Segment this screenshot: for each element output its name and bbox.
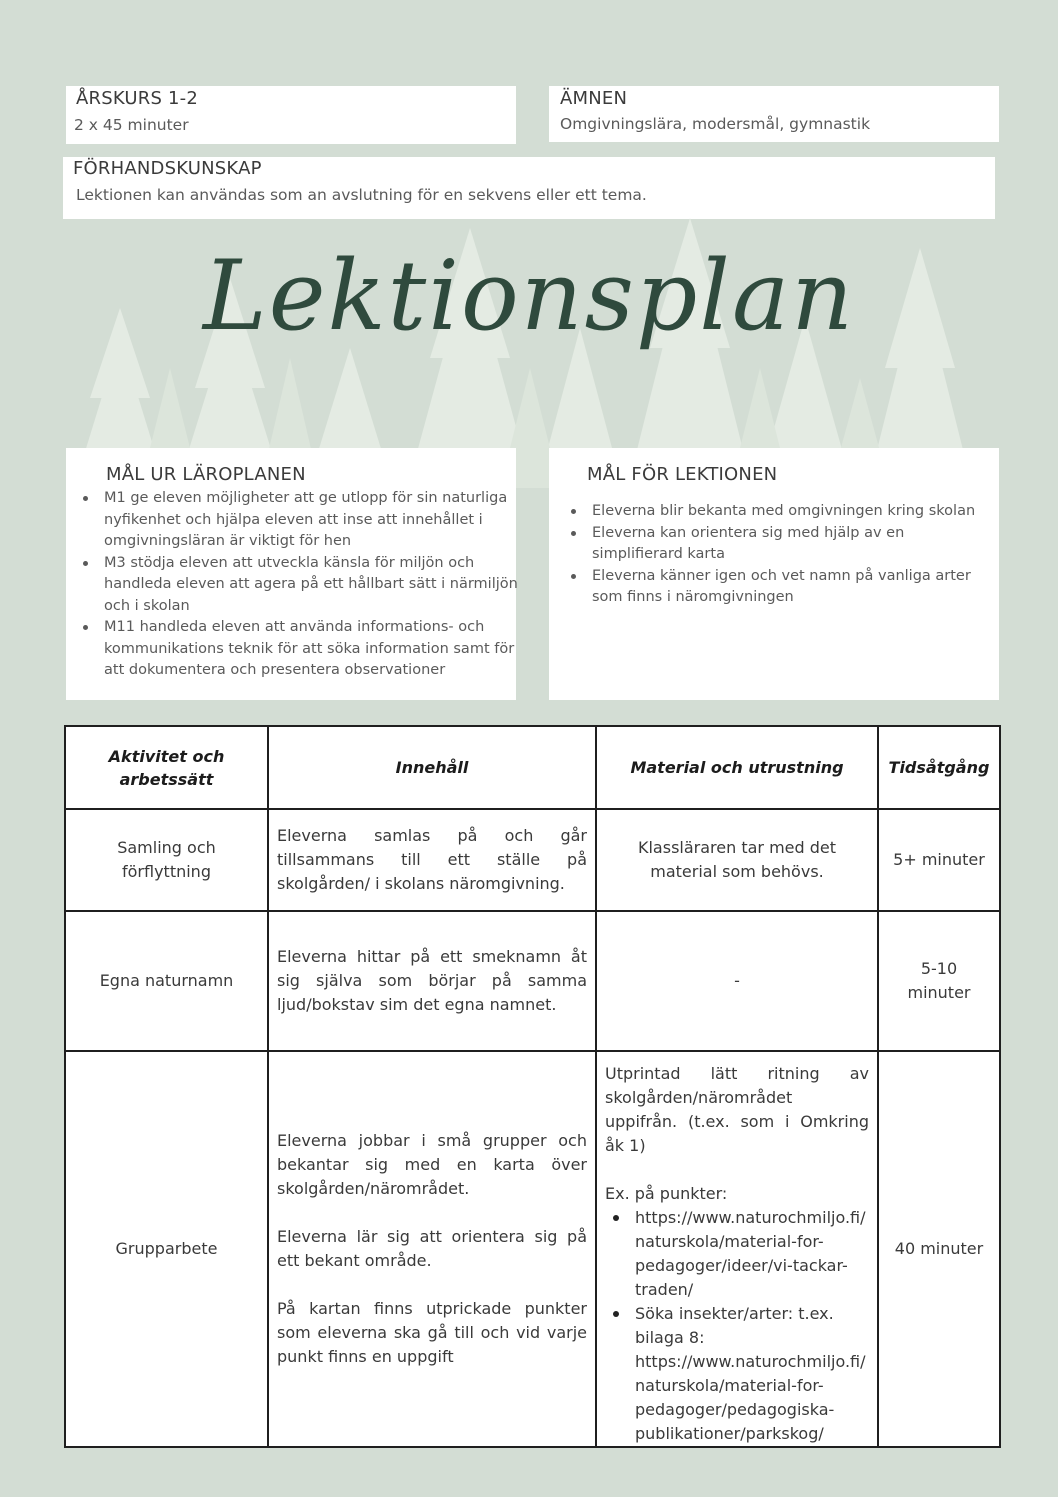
content-paragraph: Eleverna jobbar i små grupper och bekantar sig med en karta över skolgården/närområdet. (277, 1131, 587, 1198)
curriculum-goals-title: MÅL UR LÄROPLANEN (106, 464, 306, 485)
content-paragraph: På kartan finns utprickade punkter som eleverna ska gå till och vid varje punkt finns en uppgift (277, 1299, 587, 1366)
subject-box (549, 86, 999, 142)
table-row (65, 1051, 1000, 1447)
column-header-material: Material och utrustning (596, 726, 878, 809)
material-cell (596, 1051, 878, 1447)
list-item: Eleverna blir bekanta med omgivningen kring skolan (592, 501, 992, 523)
prior-knowledge-box (63, 157, 995, 219)
curriculum-goals-list (66, 488, 519, 682)
content-cell: Eleverna hittar på ett smeknamn åt sig själva som börjar på samma ljud/bokstav sim det egna namnet. (268, 911, 596, 1051)
grade-box (66, 86, 516, 144)
activity-cell: Grupparbete (65, 1051, 268, 1447)
time-cell: 5-10 minuter (878, 911, 1000, 1051)
content-paragraph: Eleverna lär sig att orientera sig på ett bekant område. (277, 1227, 587, 1270)
table-row (65, 809, 1000, 911)
content-cell: Eleverna samlas på och går tillsammans till ett ställe på skolgården/ i skolans näromgivning. (268, 809, 596, 911)
subject-title: ÄMNEN (560, 88, 628, 109)
list-item: M3 stödja eleven att utveckla känsla för miljön och handleda eleven att agera på ett hållbart sätt i närmiljön och i skolan (104, 553, 519, 618)
column-header-time: Tidsåtgång (878, 726, 1000, 809)
list-item: M1 ge eleven möjligheter att ge utlopp för sin naturliga nyfikenhet och hjälpa eleven att inse att innehållet i omgivningsläran är viktigt för hen (104, 488, 519, 553)
list-item: Söka insekter/arter: t.ex. bilaga 8: https://www.naturochmiljo.fi/ naturskola/material-for- pedagoger/pedagogiska- publikationer/parkskog/ (635, 1302, 869, 1446)
prior-knowledge-title: FÖRHANDSKUNSKAP (73, 158, 262, 179)
time-cell: 40 minuter (878, 1051, 1000, 1447)
column-header-content: Innehåll (268, 726, 596, 809)
material-paragraph: Ex. på punkter: (605, 1184, 728, 1203)
lesson-goals-list (554, 501, 992, 609)
list-item: https://www.naturochmiljo.fi/ naturskola/material-for- pedagoger/ideer/vi-tackar- traden/ (635, 1206, 869, 1302)
table-header-row (65, 726, 1000, 809)
list-item: Eleverna känner igen och vet namn på vanliga arter som finns i näromgivningen (592, 566, 992, 609)
table-row (65, 911, 1000, 1051)
page-title: Lektionsplan (202, 240, 856, 352)
lesson-goals-title: MÅL FÖR LEKTIONEN (587, 464, 778, 485)
example-points-list (605, 1206, 869, 1446)
activity-cell: Egna naturnamn (65, 911, 268, 1051)
activity-cell: Samling och förflyttning (65, 809, 268, 911)
list-item: M11 handleda eleven att använda informations- och kommunikations teknik för att söka information samt för att dokumentera och presentera observationer (104, 617, 519, 682)
material-cell: Klassläraren tar med det material som behövs. (596, 809, 878, 911)
column-header-activity: Aktivitet och arbetssätt (65, 726, 268, 809)
activity-table (64, 725, 1001, 1448)
curriculum-goals-box (66, 448, 516, 700)
content-cell (268, 1051, 596, 1447)
material-cell: - (596, 911, 878, 1051)
material-paragraph: Utprintad lätt ritning av skolgården/närområdet uppifrån. (t.ex. som i Omkring åk 1) (605, 1064, 869, 1155)
grade-title: ÅRSKURS 1-2 (76, 88, 198, 109)
lesson-goals-box (549, 448, 999, 700)
time-cell: 5+ minuter (878, 809, 1000, 911)
subjects-text: Omgivningslära, modersmål, gymnastik (560, 115, 871, 133)
list-item: Eleverna kan orientera sig med hjälp av en simplifierard karta (592, 523, 992, 566)
duration-text: 2 x 45 minuter (74, 116, 189, 134)
prior-knowledge-text: Lektionen kan användas som an avslutning för en sekvens eller ett tema. (76, 186, 647, 204)
